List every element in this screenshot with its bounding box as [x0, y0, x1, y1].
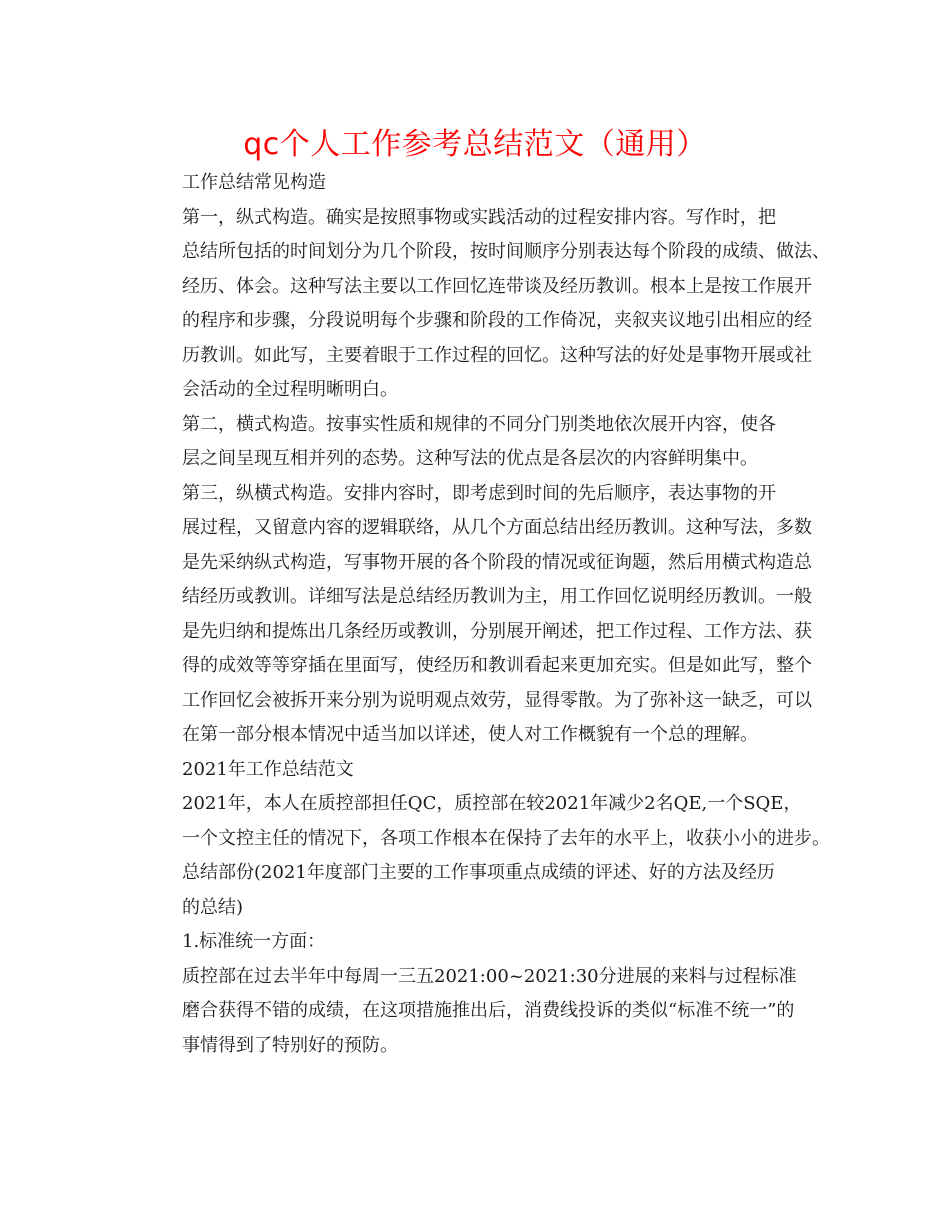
paragraph-line: 展过程，又留意内容的逻辑联络，从几个方面总结出经历教训。这种写法，多数 — [182, 517, 812, 538]
paragraph-line: 结经历或教训。详细写法是总结经历教训为主，用工作回忆说明经历教训。一般 — [182, 586, 812, 607]
paragraph-line: 1.标准统一方面： — [182, 931, 326, 952]
paragraph-line: 第三，纵横式构造。安排内容时，即考虑到时间的先后顺序，表达事物的开 — [182, 482, 776, 504]
paragraph-line: 事情得到了特别好的预防。 — [182, 1034, 398, 1056]
document-body — [146, 166, 830, 1063]
paragraph-line: 质控部在过去半年中每周一三五2021:00~2021:30分进展的来料与过程标准 — [182, 965, 797, 987]
body-paragraph — [146, 960, 812, 1064]
paragraph-line: 2021年工作总结范文 — [182, 758, 354, 780]
paragraph-line: 得的成效等等穿插在里面写，使经历和教训看起来更加充实。但是如此写，整个 — [182, 655, 812, 676]
paragraph-line: 是先归纳和提炼出几条经历或教训，分别展开阐述，把工作过程、工作方法、获 — [182, 620, 812, 642]
paragraph-line: 工作回忆会被拆开来分别为说明观点效劳，显得零散。为了弥补这一缺乏，可以 — [182, 689, 812, 711]
body-paragraph — [146, 408, 812, 477]
paragraph-line: 磨合获得不错的成绩，在这项措施推出后，消费线投诉的类似“标准不统一”的 — [182, 1000, 795, 1021]
paragraph-line: 在第一部分根本情况中适当加以详述，使人对工作概貌有一个总的理解。 — [182, 724, 758, 745]
paragraph-line: 一个文控主任的情况下，各项工作根本在保持了去年的水平上，收获小小的进步。 — [182, 827, 830, 849]
document-title: qc个人工作参考总结范文（通用） — [243, 127, 707, 162]
body-paragraph — [146, 477, 812, 753]
paragraph-line: 工作总结常见构造 — [182, 172, 326, 193]
paragraph-line: 经历、体会。这种写法主要以工作回忆连带谈及经历教训。根本上是按工作展开 — [182, 275, 812, 297]
paragraph-line: 会活动的全过程明晰明白。 — [182, 379, 398, 400]
body-paragraph — [146, 201, 830, 408]
body-paragraph — [146, 925, 812, 960]
body-paragraph — [146, 753, 812, 788]
body-paragraph — [146, 166, 812, 201]
paragraph-line: 第二，横式构造。按事实性质和规律的不同分门别类地依次展开内容，使各 — [182, 413, 776, 435]
paragraph-line: 层之间呈现互相并列的态势。这种写法的优点是各层次的内容鲜明集中。 — [182, 448, 758, 469]
body-paragraph — [146, 856, 812, 925]
paragraph-line: 总结部份(2021年度部门主要的工作事项重点成绩的评述、好的方法及经历 — [182, 862, 775, 883]
paragraph-line: 第一，纵式构造。确实是按照事物或实践活动的过程安排内容。写作时，把 — [182, 206, 776, 228]
paragraph-line: 历教训。如此写，主要着眼于工作过程的回忆。这种写法的好处是事物开展或社 — [182, 344, 812, 366]
paragraph-line: 的程序和步骤，分段说明每个步骤和阶段的工作倚况，夹叙夹议地引出相应的经 — [182, 310, 812, 331]
paragraph-line: 2021年，本人在质控部担任QC，质控部在较2021年减少2名QE,一个SQE， — [182, 793, 802, 814]
paragraph-line: 总结所包括的时间划分为几个阶段，按时间顺序分别表达每个阶段的成绩、做法、 — [182, 241, 830, 262]
paragraph-line: 的总结) — [182, 896, 244, 918]
paragraph-line: 是先采纳纵式构造，写事物开展的各个阶段的情况或征询题，然后用横式构造总 — [182, 551, 812, 573]
body-paragraph — [146, 787, 830, 856]
